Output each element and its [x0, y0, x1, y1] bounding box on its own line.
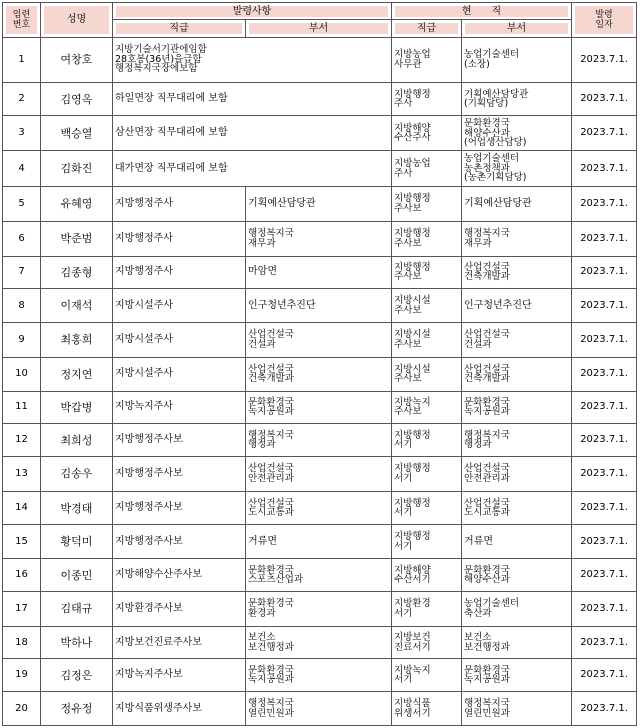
- order-rank: 지방녹지주사: [113, 391, 235, 424]
- order-rank: 지방환경주사보: [113, 591, 235, 626]
- table-row: [3, 424, 637, 457]
- order-dept: 행정복지국 재무과: [246, 221, 392, 256]
- order-date: 2023.7.1.: [572, 323, 637, 358]
- row-number: 14: [3, 491, 41, 525]
- row-number: 15: [3, 525, 41, 559]
- order-date: 2023.7.1.: [572, 491, 637, 525]
- header-order-group: 발령사항: [113, 3, 392, 20]
- order-date: 2023.7.1.: [572, 456, 637, 491]
- column-spacer: [235, 289, 246, 323]
- current-rank: 지방해양 수산주사: [392, 116, 462, 151]
- current-dept: 거류면: [462, 525, 572, 559]
- row-number: 10: [3, 357, 41, 391]
- row-number: 20: [3, 692, 41, 726]
- current-rank: 지방행정 서기: [392, 456, 462, 491]
- order-dept: 문화환경국 녹지공원과: [246, 391, 392, 424]
- order-date: 2023.7.1.: [572, 357, 637, 391]
- table-row: [3, 591, 637, 626]
- column-spacer: [235, 591, 246, 626]
- header-row-top: [3, 3, 637, 20]
- person-name: 최홍희: [41, 323, 113, 358]
- row-number: 19: [3, 659, 41, 692]
- current-dept: 산업건설국 도시교통과: [462, 491, 572, 525]
- header-name: 성명: [41, 3, 113, 38]
- current-rank: 지방농업 사무관: [392, 37, 462, 82]
- current-rank: 지방행정 주사보: [392, 256, 462, 289]
- current-dept: 산업건설국 건축개발과: [462, 256, 572, 289]
- current-rank: 지방행정 서기: [392, 491, 462, 525]
- person-name: 유혜영: [41, 187, 113, 222]
- header-no: 임련 번호: [3, 3, 41, 38]
- order-rank: 지방행정주사보: [113, 424, 235, 457]
- table-row: [3, 151, 637, 187]
- order-date: 2023.7.1.: [572, 289, 637, 323]
- order-dept: 산업건설국 도시교통과: [246, 491, 392, 525]
- current-rank: 지방시설 주사보: [392, 357, 462, 391]
- order-date: 2023.7.1.: [572, 37, 637, 82]
- current-rank: 지방행정 주사: [392, 82, 462, 116]
- table-row: [3, 82, 637, 116]
- current-dept: 행정복지국 재무과: [462, 221, 572, 256]
- order-date: 2023.7.1.: [572, 424, 637, 457]
- order-date: 2023.7.1.: [572, 525, 637, 559]
- order-rank: 지방녹지주사보: [113, 659, 235, 692]
- order-date: 2023.7.1.: [572, 692, 637, 726]
- row-number: 4: [3, 151, 41, 187]
- order-dept: 인구청년추진단: [246, 289, 392, 323]
- header-dept: 부서: [246, 20, 392, 37]
- order-dept: 거류면: [246, 525, 392, 559]
- column-spacer: [235, 525, 246, 559]
- order-date: 2023.7.1.: [572, 187, 637, 222]
- order-date: 2023.7.1.: [572, 591, 637, 626]
- table-row: [3, 357, 637, 391]
- order-detail: 지방기술서기관에임함 28호봉(36년)을급함 행정복지국장에보함: [113, 37, 392, 82]
- current-dept: 행정복지국 행정과: [462, 424, 572, 457]
- current-rank: 지방녹지 주사보: [392, 391, 462, 424]
- order-dept: 기획예산담당관: [246, 187, 392, 222]
- table-row: [3, 626, 637, 659]
- table-row: [3, 323, 637, 358]
- table-row: [3, 692, 637, 726]
- table-row: [3, 187, 637, 222]
- current-dept: 기획예산담당관: [462, 187, 572, 222]
- order-dept: 산업건설국 건설과: [246, 323, 392, 358]
- row-number: 6: [3, 221, 41, 256]
- current-rank: 지방녹지 서기: [392, 659, 462, 692]
- person-name: 박경태: [41, 491, 113, 525]
- order-dept: 문화환경국 녹지공원과: [246, 659, 392, 692]
- person-name: 이재석: [41, 289, 113, 323]
- row-number: 17: [3, 591, 41, 626]
- row-number: 16: [3, 559, 41, 592]
- table-row: [3, 289, 637, 323]
- current-dept: 문화환경국 해양수산과: [462, 559, 572, 592]
- personnel-order-table: [2, 2, 637, 726]
- row-number: 11: [3, 391, 41, 424]
- table-row: [3, 559, 637, 592]
- row-number: 5: [3, 187, 41, 222]
- row-number: 18: [3, 626, 41, 659]
- order-rank: 지방행정주사보: [113, 491, 235, 525]
- person-name: 정유정: [41, 692, 113, 726]
- row-number: 1: [3, 37, 41, 82]
- current-rank: 지방보건 진료서기: [392, 626, 462, 659]
- person-name: 김종형: [41, 256, 113, 289]
- person-name: 김태규: [41, 591, 113, 626]
- row-number: 9: [3, 323, 41, 358]
- table-row: [3, 256, 637, 289]
- row-number: 13: [3, 456, 41, 491]
- person-name: 황덕미: [41, 525, 113, 559]
- order-date: 2023.7.1.: [572, 256, 637, 289]
- column-spacer: [235, 456, 246, 491]
- column-spacer: [235, 323, 246, 358]
- table-row: [3, 491, 637, 525]
- header-rank: 직급: [113, 20, 246, 37]
- person-name: 김화진: [41, 151, 113, 187]
- current-dept: 산업건설국 건축개발과: [462, 357, 572, 391]
- order-date: 2023.7.1.: [572, 626, 637, 659]
- person-name: 여창호: [41, 37, 113, 82]
- header-cur-rank: 직급: [392, 20, 462, 37]
- current-dept: 문화환경국 녹지공원과: [462, 659, 572, 692]
- person-name: 박갑병: [41, 391, 113, 424]
- column-spacer: [235, 256, 246, 289]
- current-dept: 산업건설국 건설과: [462, 323, 572, 358]
- column-spacer: [235, 187, 246, 222]
- current-rank: 지방행정 주사보: [392, 187, 462, 222]
- order-date: 2023.7.1.: [572, 116, 637, 151]
- current-rank: 지방식품 위생서기: [392, 692, 462, 726]
- order-rank: 지방보건진료주사보: [113, 626, 235, 659]
- person-name: 백승열: [41, 116, 113, 151]
- column-spacer: [235, 221, 246, 256]
- order-rank: 지방식품위생주사보: [113, 692, 235, 726]
- header-cur-dept: 부서: [462, 20, 572, 37]
- table-row: [3, 116, 637, 151]
- current-rank: 지방농업 주사: [392, 151, 462, 187]
- order-rank: 지방시설주사: [113, 289, 235, 323]
- person-name: 정지연: [41, 357, 113, 391]
- person-name: 이종민: [41, 559, 113, 592]
- table-row: [3, 37, 637, 82]
- table-row: [3, 221, 637, 256]
- order-dept: 보건소 보건행정과: [246, 626, 392, 659]
- order-dept: 산업건설국 건축개발과: [246, 357, 392, 391]
- header-date: 발령 일자: [572, 3, 637, 38]
- order-rank: 지방행정주사: [113, 221, 235, 256]
- row-number: 2: [3, 82, 41, 116]
- row-number: 3: [3, 116, 41, 151]
- current-dept: 산업건설국 안전관리과: [462, 456, 572, 491]
- order-dept: 마암면: [246, 256, 392, 289]
- column-spacer: [235, 626, 246, 659]
- order-dept: 문화환경국 스포츠산업과: [246, 559, 392, 592]
- column-spacer: [235, 424, 246, 457]
- column-spacer: [235, 659, 246, 692]
- person-name: 박준범: [41, 221, 113, 256]
- order-rank: 지방시설주사: [113, 323, 235, 358]
- order-date: 2023.7.1.: [572, 559, 637, 592]
- current-rank: 지방행정 서기: [392, 525, 462, 559]
- person-name: 김송우: [41, 456, 113, 491]
- current-dept: 인구청년추진단: [462, 289, 572, 323]
- order-dept: 행정복지국 열린민원과: [246, 692, 392, 726]
- person-name: 김영옥: [41, 82, 113, 116]
- table-row: [3, 659, 637, 692]
- order-dept: 문화환경국 환경과: [246, 591, 392, 626]
- row-number: 12: [3, 424, 41, 457]
- order-rank: 지방행정주사: [113, 187, 235, 222]
- order-rank: 지방행정주사: [113, 256, 235, 289]
- person-name: 최희성: [41, 424, 113, 457]
- current-dept: 농업기술센터 농촌정책과 (농촌기획담당): [462, 151, 572, 187]
- order-rank: 지방행정주사보: [113, 525, 235, 559]
- table-row: [3, 525, 637, 559]
- current-dept: 보건소 보건행정과: [462, 626, 572, 659]
- column-spacer: [235, 559, 246, 592]
- order-date: 2023.7.1.: [572, 82, 637, 116]
- current-rank: 지방행정 서기: [392, 424, 462, 457]
- row-number: 8: [3, 289, 41, 323]
- column-spacer: [235, 692, 246, 726]
- current-rank: 지방시설 주사보: [392, 289, 462, 323]
- current-dept: 농업기술센터 축산과: [462, 591, 572, 626]
- current-dept: 행정복지국 열린민원과: [462, 692, 572, 726]
- order-date: 2023.7.1.: [572, 221, 637, 256]
- header-current-group: 현 직: [392, 3, 572, 20]
- current-rank: 지방시설 주사보: [392, 323, 462, 358]
- current-dept: 문화환경국 녹지공원과: [462, 391, 572, 424]
- person-name: 김정은: [41, 659, 113, 692]
- order-date: 2023.7.1.: [572, 391, 637, 424]
- column-spacer: [235, 357, 246, 391]
- column-spacer: [235, 491, 246, 525]
- current-dept: 기획예산담당관 (기획담당): [462, 82, 572, 116]
- order-date: 2023.7.1.: [572, 151, 637, 187]
- table-row: [3, 456, 637, 491]
- order-detail: 하일면장 직무대리에 보함: [113, 82, 392, 116]
- order-dept: 행정복지국 행정과: [246, 424, 392, 457]
- order-rank: 지방행정주사보: [113, 456, 235, 491]
- current-dept: 농업기술센터 (소장): [462, 37, 572, 82]
- current-rank: 지방행정 주사보: [392, 221, 462, 256]
- person-name: 박하나: [41, 626, 113, 659]
- order-dept: 산업건설국 안전관리과: [246, 456, 392, 491]
- row-number: 7: [3, 256, 41, 289]
- column-spacer: [235, 391, 246, 424]
- table-row: [3, 391, 637, 424]
- current-dept: 문화환경국 해양수산과 (어업생산담당): [462, 116, 572, 151]
- order-detail: 대가면장 직무대리에 보함: [113, 151, 392, 187]
- order-rank: 지방해양수산주사보: [113, 559, 235, 592]
- order-rank: 지방시설주사: [113, 357, 235, 391]
- order-date: 2023.7.1.: [572, 659, 637, 692]
- current-rank: 지방환경 서기: [392, 591, 462, 626]
- current-rank: 지방해양 수산서기: [392, 559, 462, 592]
- order-detail: 삼산면장 직무대리에 보함: [113, 116, 392, 151]
